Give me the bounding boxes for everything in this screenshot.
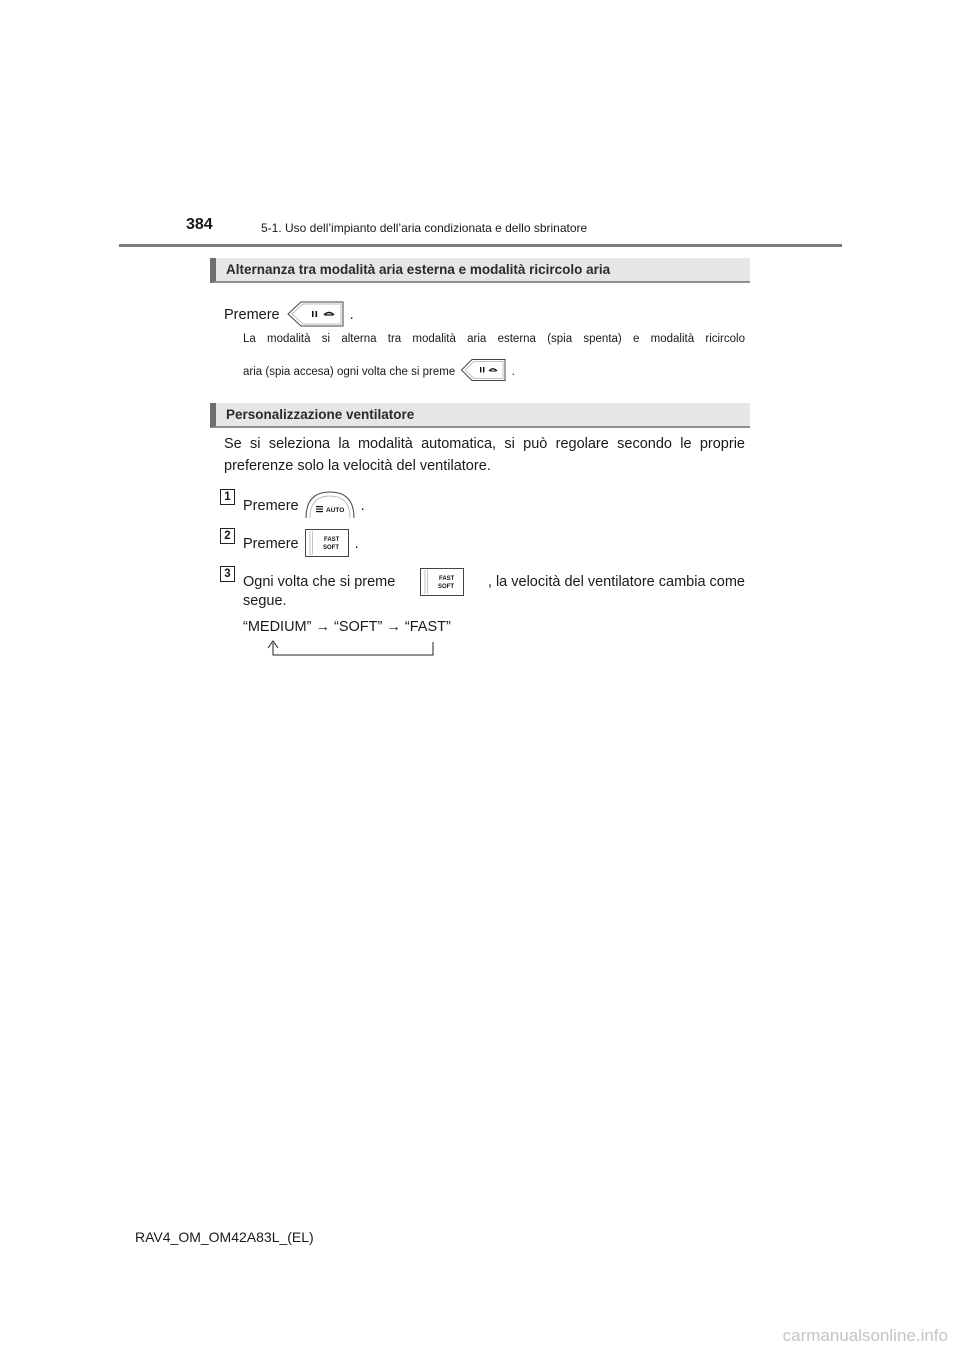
step-badge-1: 1 [220,489,235,505]
svg-text:FAST: FAST [438,576,454,582]
note-air-mode-line2: aria (spia accesa) ogni volta che si preme . [243,358,515,382]
step-2-text: Premere FAST SOFT . [243,528,359,558]
svg-text:SOFT: SOFT [322,545,339,551]
header-divider [119,244,842,247]
instruction-press-recirc: Premere . [224,300,354,328]
note-air-mode-line1: La modalità si alterna tra modalità aria esterna (spia spenta) e modalità ricircolo [243,333,745,345]
sequence-loop-arrow-icon [262,638,440,662]
svg-text:FAST: FAST [323,537,339,543]
chapter-title: 5-1. Uso dell’impianto dell’aria condizionata e dello sbrinatore [261,221,588,235]
intro-fan-line1: Se si seleziona la modalità automatica, si può regolare secondo le proprie [224,436,745,452]
svg-text:AUTO: AUTO [325,507,344,514]
step-badge-2: 2 [220,528,235,544]
step-3-text-line2: segue. [243,593,287,609]
step-badge-3: 3 [220,566,235,582]
step-1-text: Premere AUTO . [243,490,365,520]
fan-speed-fast-soft-button-icon [304,528,350,558]
air-recirculation-button-icon [285,300,345,328]
step-3-text: Ogni volta che si preme FAST SOFT , la velocità del ventilatore cambia come [243,567,745,597]
intro-fan-line2: preferenze solo la velocità del ventilatore. [224,458,491,474]
svg-text:SOFT: SOFT [437,584,454,590]
document-code: RAV4_OM_OM42A83L_(EL) [135,1229,314,1245]
air-recirculation-button-icon [459,358,507,382]
auto-button-icon [304,490,356,520]
fan-speed-sequence: “MEDIUM” → “SOFT” → “FAST” [243,619,451,635]
section-heading-fan: Personalizzazione ventilatore [210,403,750,428]
page-number: 384 [186,216,213,233]
section-heading-air-mode: Alternanza tra modalità aria esterna e modalità ricircolo aria [210,258,750,283]
fan-speed-fast-soft-button-icon [419,567,465,597]
watermark: carmanualsonline.info [782,1326,948,1345]
